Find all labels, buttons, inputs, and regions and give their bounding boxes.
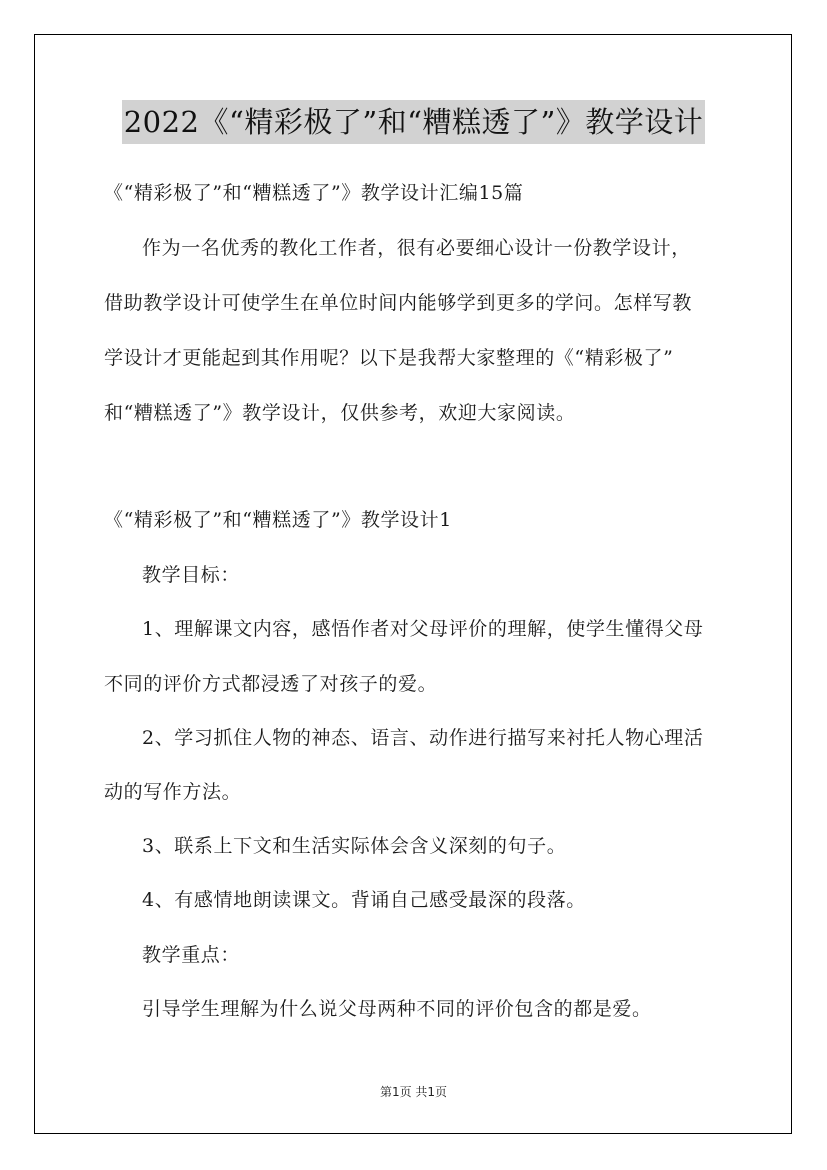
intro-line-1: 作为一名优秀的教化工作者，很有必要细心设计一份教学设计， xyxy=(142,237,691,259)
goal-line-1: 1、理解课文内容，感悟作者对父母评价的理解，使学生懂得父母 xyxy=(142,618,704,640)
focus-line: 引导学生理解为什么说父母两种不同的评价包含的都是爱。 xyxy=(142,998,652,1020)
intro-line-4: 和“糟糕透了”》教学设计，仅供参考，欢迎大家阅读。 xyxy=(104,402,576,424)
goal-line-2: 不同的评价方式都浸透了对孩子的爱。 xyxy=(104,673,438,695)
intro-line-2: 借助教学设计可使学生在单位时间内能够学到更多的学问。怎样写教 xyxy=(104,292,693,314)
document-subtitle: 《“精彩极了”和“糟糕透了”》教学设计汇编15篇 xyxy=(104,182,524,204)
goal-line-4: 动的写作方法。 xyxy=(104,781,242,803)
intro-line-3: 学设计才更能起到其作用呢？以下是我帮大家整理的《“精彩极了” xyxy=(104,347,674,369)
goals-label: 教学目标： xyxy=(142,564,241,586)
goal-line-3: 2、学习抓住人物的神态、语言、动作进行描写来衬托人物心理活 xyxy=(142,727,704,749)
goal-line-6: 4、有感情地朗读课文。背诵自己感受最深的段落。 xyxy=(142,889,586,911)
focus-label: 教学重点： xyxy=(142,944,241,966)
section-heading: 《“精彩极了”和“糟糕透了”》教学设计1 xyxy=(104,509,452,531)
goal-line-5: 3、联系上下文和生活实际体会含义深刻的句子。 xyxy=(142,835,567,857)
title-wrapper xyxy=(0,100,827,144)
page-footer: 第1页 共1页 xyxy=(379,1085,448,1099)
document-title: 2022《“精彩极了”和“糟糕透了”》教学设计 xyxy=(122,100,706,144)
